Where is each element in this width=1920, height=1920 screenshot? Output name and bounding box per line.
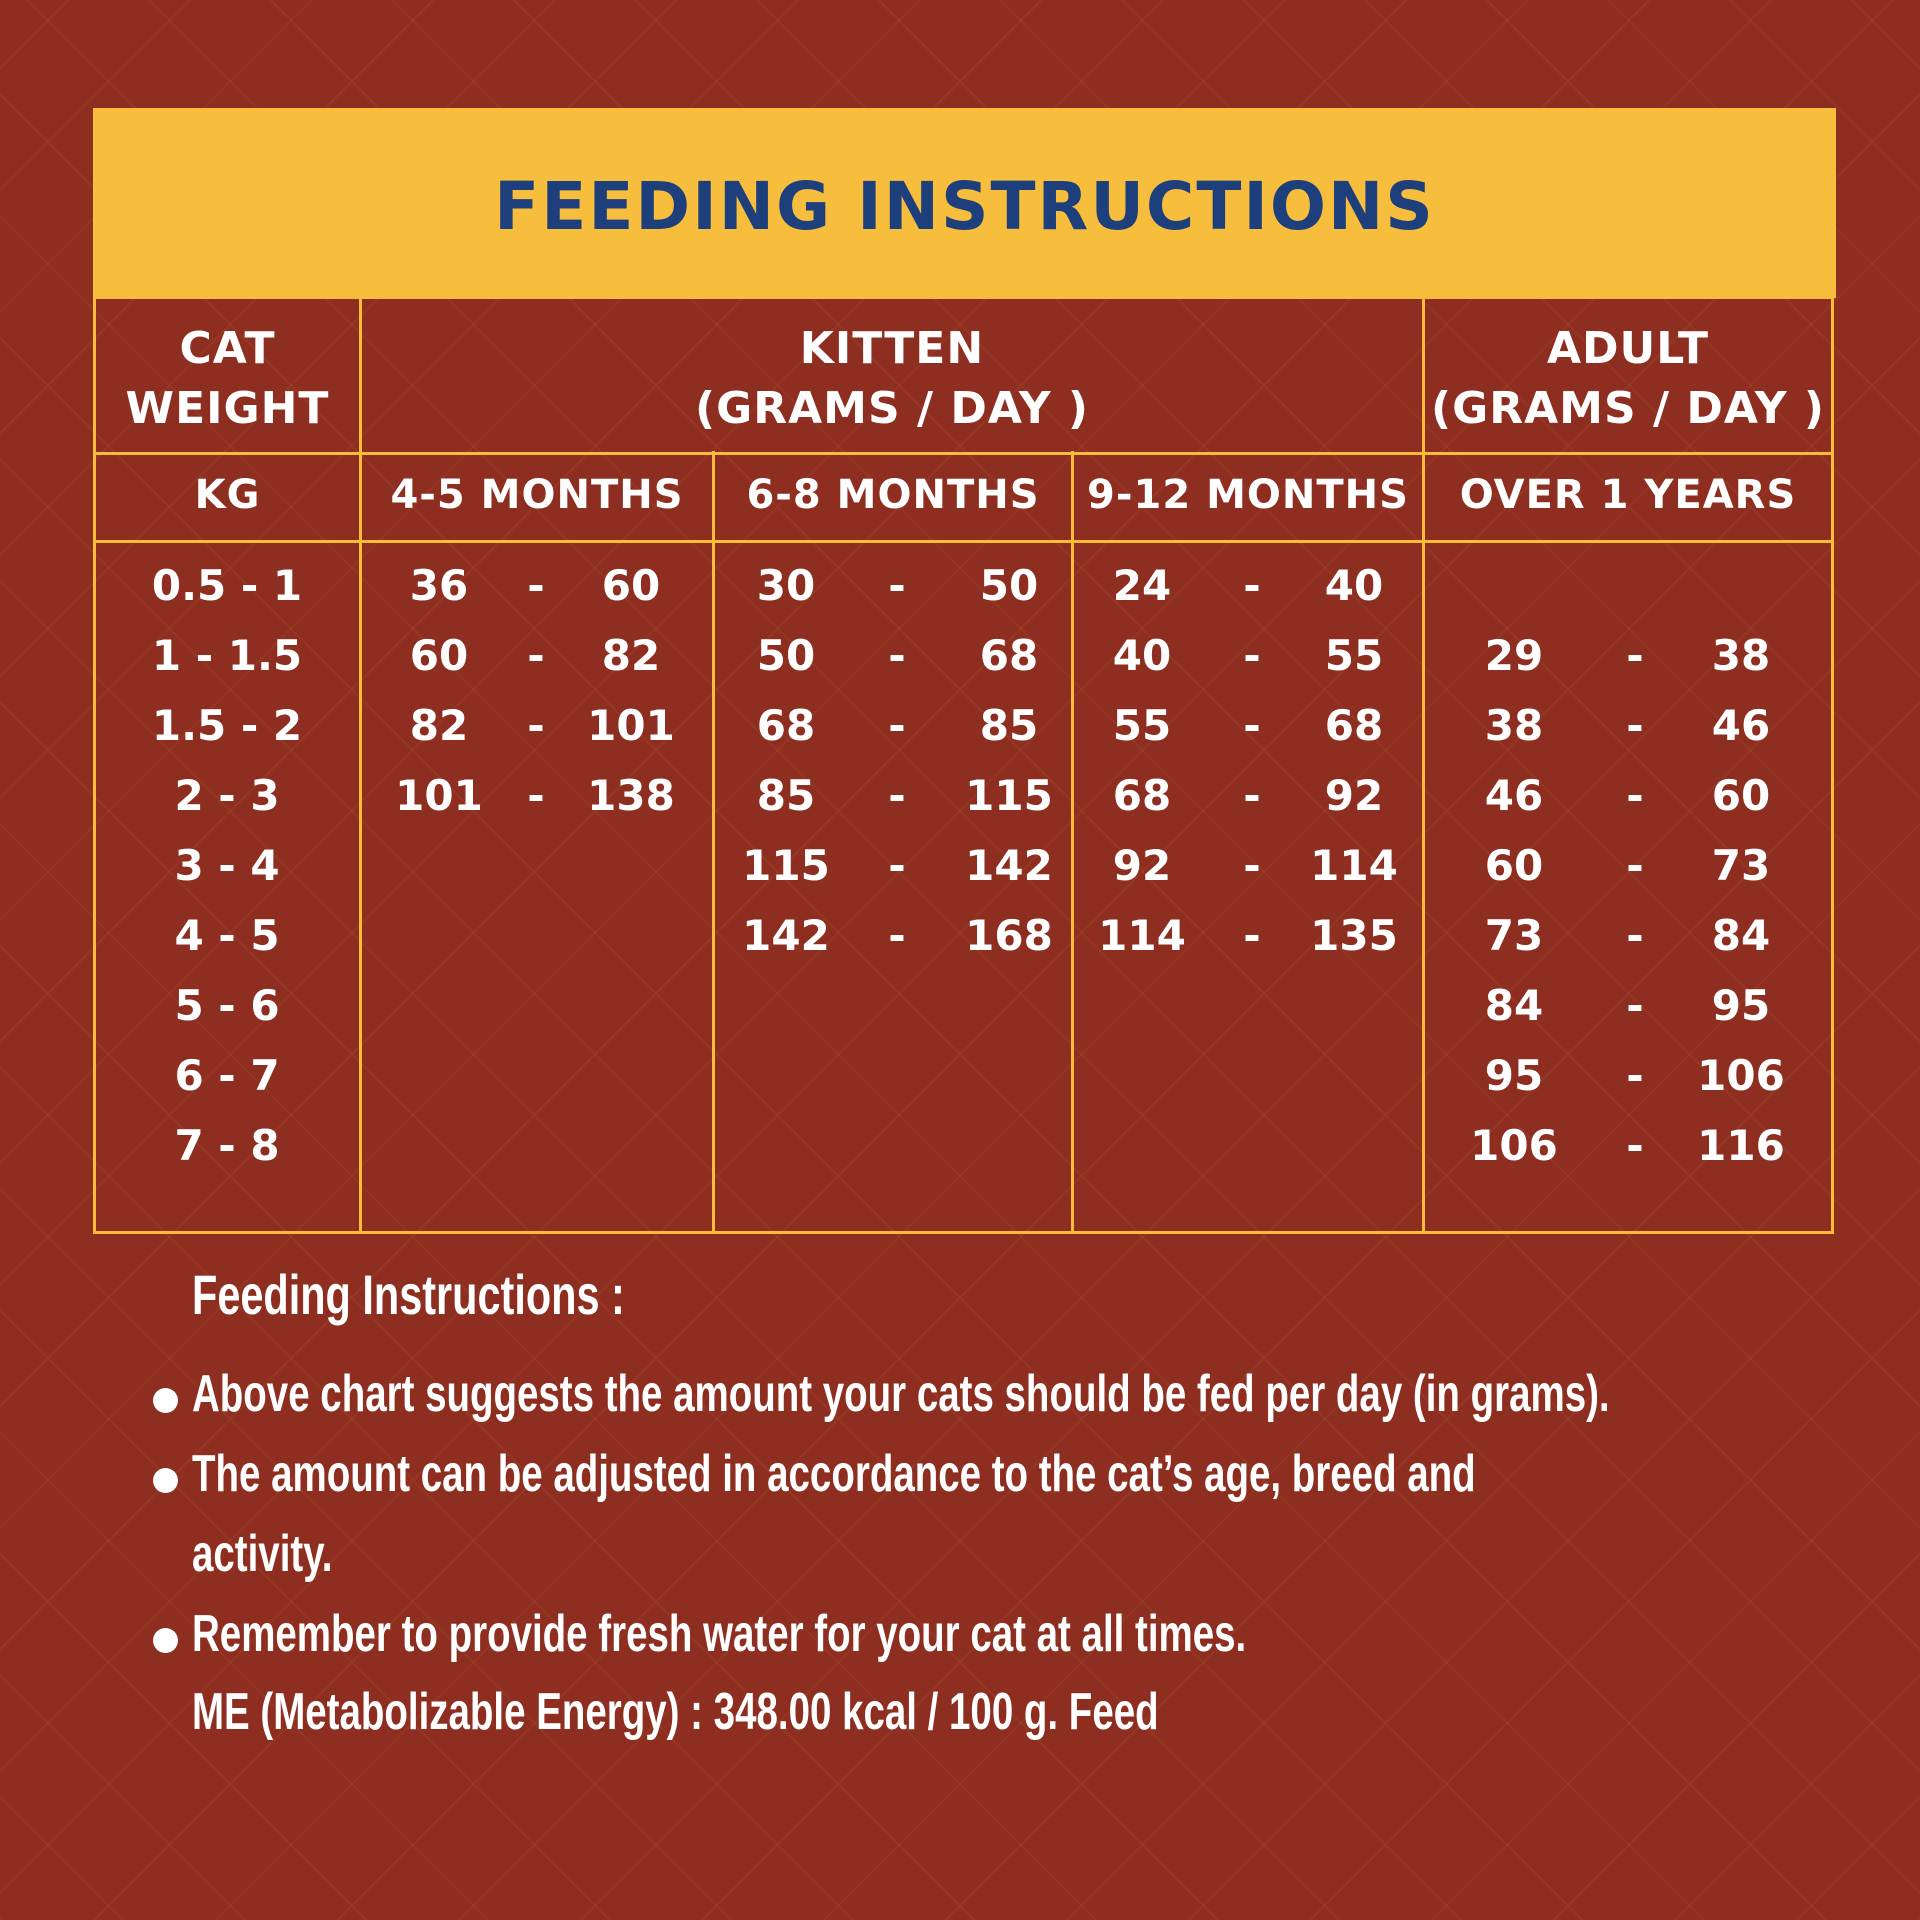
header-cat-weight [96,315,359,443]
cell-dash: - [1243,701,1261,750]
cell-high: 95 [1711,981,1771,1030]
cell-low: 106 [1470,1121,1558,1170]
title-band [93,108,1836,298]
cell-dash: - [1626,631,1644,680]
cell-dash: - [1626,1121,1644,1170]
subheader-kg: KG [194,472,261,518]
subheader-over-1-years: OVER 1 YEARS [1459,472,1797,518]
cell-dash: - [1243,631,1261,680]
cell-weight: 1 - 1.5 [151,631,303,680]
cell-dash: - [888,771,906,820]
cell-weight: 7 - 8 [174,1121,280,1170]
cell-low: 68 [756,701,816,750]
cell-dash: - [1626,701,1644,750]
header-line: ADULT [1546,323,1710,374]
cell-weight: 2 - 3 [174,771,280,820]
cell-high: 92 [1324,771,1384,820]
header-line: KITTEN [799,323,985,374]
cell-high: 142 [965,841,1053,890]
cell-low: 101 [395,771,483,820]
cell-high: 84 [1711,911,1771,960]
cell-low: 114 [1098,911,1186,960]
header-line: (GRAMS / DAY ) [695,383,1089,434]
cell-dash: - [1243,911,1261,960]
cell-low: 36 [409,561,469,610]
cell-dash: - [888,911,906,960]
energy-note: ME (Metabolizable Energy) : 348.00 kcal / 100 g. Feed [192,1683,1159,1741]
feeding-table [93,296,1834,1234]
cell-low: 46 [1484,771,1544,820]
header-adult [1425,315,1831,443]
table-divider [96,540,1831,543]
cell-low: 29 [1484,631,1544,680]
header-line: (GRAMS / DAY ) [1431,383,1825,434]
cell-low: 142 [742,911,830,960]
cell-low: 38 [1484,701,1544,750]
cell-high: 73 [1711,841,1771,890]
cell-dash: - [527,631,545,680]
cell-weight: 4 - 5 [174,911,280,960]
cell-high: 38 [1711,631,1771,680]
cell-high: 60 [601,561,661,610]
bullet-text: Remember to provide fresh water for your cat at all times. [192,1605,1247,1663]
header-line: CAT [179,323,276,374]
cell-high: 50 [979,561,1039,610]
cell-low: 60 [1484,841,1544,890]
notes-heading: Feeding Instructions : [192,1263,625,1326]
subheader-4-5-months: 4-5 MONTHS [390,472,684,518]
cell-dash: - [1243,841,1261,890]
cell-weight: 5 - 6 [174,981,280,1030]
cell-high: 46 [1711,701,1771,750]
subheader-9-12-months: 9-12 MONTHS [1087,472,1409,518]
table-divider [712,451,715,1231]
cell-dash: - [1626,911,1644,960]
cell-dash: - [1626,1051,1644,1100]
cell-dash: - [1243,561,1261,610]
cell-weight: 0.5 - 1 [151,561,303,610]
cell-low: 40 [1112,631,1172,680]
cell-high: 115 [965,771,1053,820]
cell-high: 114 [1310,841,1398,890]
cell-weight: 3 - 4 [174,841,280,890]
cell-high: 168 [965,911,1053,960]
cell-low: 84 [1484,981,1544,1030]
cell-low: 73 [1484,911,1544,960]
cell-high: 106 [1697,1051,1785,1100]
cell-weight: 1.5 - 2 [151,701,303,750]
cell-low: 68 [1112,771,1172,820]
cell-dash: - [1626,981,1644,1030]
cell-dash: - [888,841,906,890]
bullet-text: The amount can be adjusted in accordance to the cat’s age, breed and [192,1445,1476,1503]
cell-low: 30 [756,561,816,610]
cell-low: 50 [756,631,816,680]
cell-high: 82 [601,631,661,680]
cell-high: 68 [979,631,1039,680]
cell-low: 55 [1112,701,1172,750]
cell-high: 138 [587,771,675,820]
cell-low: 60 [409,631,469,680]
cell-high: 55 [1324,631,1384,680]
cell-dash: - [1626,841,1644,890]
cell-high: 135 [1310,911,1398,960]
cell-weight: 6 - 7 [174,1051,280,1100]
header-kitten [362,315,1422,443]
subheader-6-8-months: 6-8 MONTHS [746,472,1040,518]
cell-low: 85 [756,771,816,820]
bullet-text: Above chart suggests the amount your cats should be fed per day (in grams). [192,1365,1610,1423]
cell-high: 116 [1697,1121,1785,1170]
cell-high: 40 [1324,561,1384,610]
header-line: WEIGHT [125,383,330,434]
cell-dash: - [1626,771,1644,820]
cell-high: 85 [979,701,1039,750]
cell-high: 68 [1324,701,1384,750]
page-title: FEEDING INSTRUCTIONS [494,167,1435,245]
bullet-icon [153,1388,178,1413]
cell-dash: - [1243,771,1261,820]
cell-low: 92 [1112,841,1172,890]
cell-dash: - [527,561,545,610]
bullet-icon [153,1468,178,1493]
cell-low: 115 [742,841,830,890]
cell-dash: - [888,561,906,610]
bullet-text-continued: activity. [192,1525,333,1583]
cell-dash: - [888,701,906,750]
cell-dash: - [527,771,545,820]
cell-low: 95 [1484,1051,1544,1100]
table-divider [1071,451,1074,1231]
cell-low: 24 [1112,561,1172,610]
bullet-icon [153,1628,178,1653]
cell-dash: - [527,701,545,750]
cell-dash: - [888,631,906,680]
cell-high: 101 [587,701,675,750]
cell-high: 60 [1711,771,1771,820]
cell-low: 82 [409,701,469,750]
